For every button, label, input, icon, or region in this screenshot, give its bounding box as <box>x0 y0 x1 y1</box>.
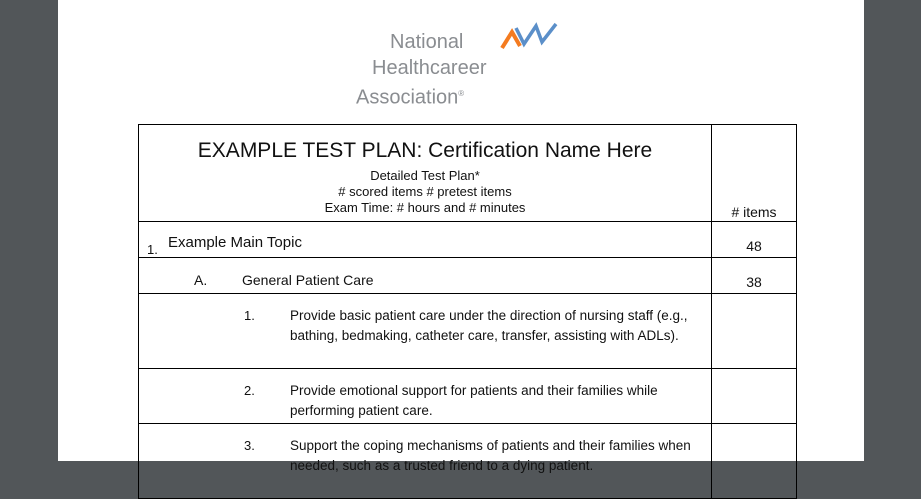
task-row <box>139 369 712 424</box>
exam-time-label: Exam Time: # hours and # minutes <box>324 200 526 215</box>
task-row <box>139 294 712 369</box>
main-topic-number: 1. <box>147 242 158 257</box>
task-text: Provide basic patient care under the direction of nursing staff (e.g., bathing, bedmaking, catheter care, transfer, assisting with ADLs). <box>290 308 688 343</box>
logo-line-national: National <box>390 31 464 53</box>
main-topic-label: Example Main Topic <box>168 234 302 251</box>
items-header-label: # items <box>731 204 777 220</box>
task-number: 2. <box>244 383 255 398</box>
main-topic-items: 48 <box>746 238 762 254</box>
scored-items-label: # scored items # pretest items <box>338 184 512 199</box>
task-text: Provide emotional support for patients and their families while performing patient care. <box>290 383 658 418</box>
subtopic-label: General Patient Care <box>242 272 374 288</box>
task-number: 3. <box>244 438 255 453</box>
plan-subtitle <box>139 168 711 216</box>
task-number: 1. <box>244 308 255 323</box>
logo-line-healthcareer: Healthcareer <box>372 57 487 79</box>
plan-header <box>139 125 712 222</box>
subtopic-items: 38 <box>746 274 762 290</box>
task-row <box>139 424 712 499</box>
page-title: EXAMPLE TEST PLAN: Certification Name Here <box>197 139 653 162</box>
nha-logo <box>354 20 564 109</box>
detailed-test-plan-label: Detailed Test Plan* <box>370 168 480 183</box>
main-topic-items-cell <box>712 222 797 258</box>
task-items-cell <box>712 424 797 499</box>
task-items-cell <box>712 294 797 369</box>
main-topic-row <box>139 222 712 258</box>
logo-mark-icon <box>498 20 562 56</box>
subtopic-items-cell <box>712 258 797 294</box>
items-column-header <box>712 125 797 222</box>
test-plan-table <box>138 124 797 499</box>
subtopic-row <box>139 258 712 294</box>
logo-line-association: Association® <box>356 86 465 109</box>
task-text: Support the coping mechanisms of patients and their families when needed, such as a trusted friend to a dying patient. <box>290 438 691 473</box>
document-page <box>58 0 864 473</box>
task-items-cell <box>712 369 797 424</box>
subtopic-letter: A. <box>194 272 208 288</box>
